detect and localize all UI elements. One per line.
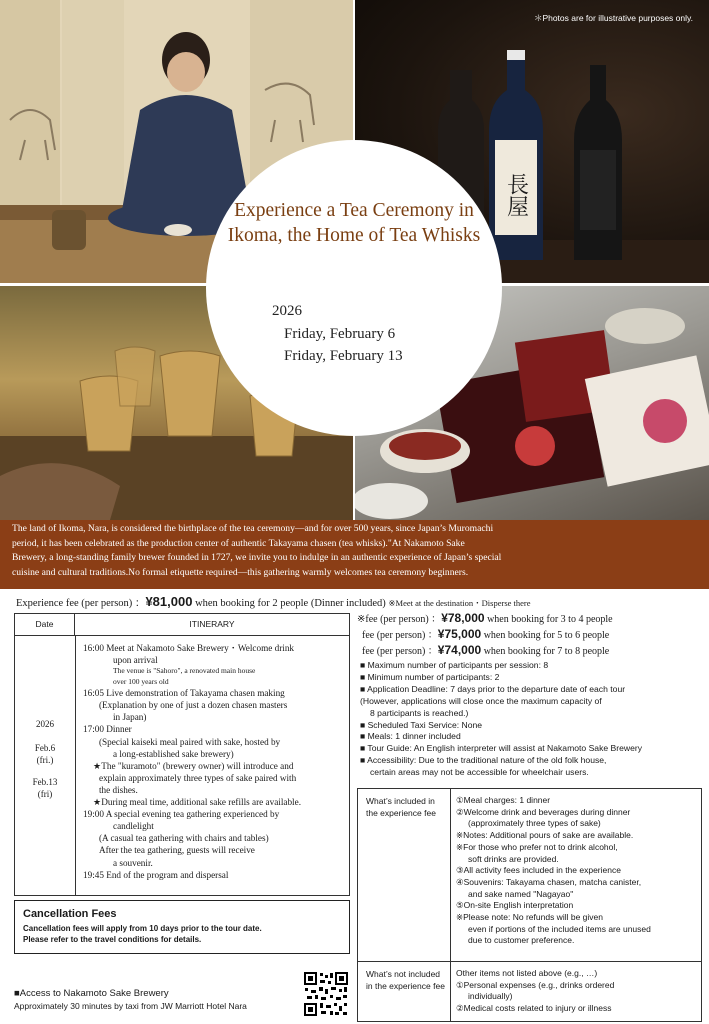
included-line: ※Please note: No refunds will be given [456,912,603,923]
fee-amount: ¥81,000 [145,594,193,609]
date-1-day: (fri.) [36,755,54,765]
intro-text [0,520,709,589]
date-column-header: Date [15,614,75,635]
info-line: certain areas may not be accessible for wheelchair users. [370,767,589,778]
info-line: ■ Meals: 1 dinner included [360,731,461,742]
included-line: ③All activity fees included in the experience [456,865,621,876]
date-2: Feb.13 [32,777,58,787]
cancellation-line: Please refer to the travel conditions for details. [23,935,202,944]
included-list [456,795,698,947]
excluded-list [456,968,698,1015]
group-fee-row [357,643,613,659]
cancellation-box [14,900,350,954]
cancellation-title: Cancellation Fees [23,908,117,920]
included-line: ※For those who prefer not to drink alcohol, [456,841,618,852]
schedule-line: the dishes. [99,784,138,795]
group-fee-row [357,611,613,627]
tour-info-list [360,660,705,779]
event-date-2: Friday, February 13 [284,348,403,364]
event-date-1: Friday, February 6 [284,326,396,342]
info-line: ■ Accessibility: Due to the traditional nature of the old folk house, [360,755,607,766]
group-fee-label: ※fee (per person) ： [357,614,442,625]
event-year: 2026 [272,303,302,319]
schedule-line: 17:00 Dinner [83,724,132,735]
intro-line: cuisine and cultural traditions.No formal etiquette required—this gathering warmly welcomes tea ceremony beginners. [12,566,469,578]
included-line: even if portions of the included items are unused [468,923,651,934]
included-line: (approximately three types of sake) [468,818,601,829]
included-divider [450,789,451,961]
schedule-line: (Explanation by one of just a dozen chasen masters [99,700,288,711]
group-fee-list [357,611,613,659]
qr-code-icon[interactable] [303,971,349,1017]
included-line: and sake named "Nagayao" [468,888,574,899]
group-fee-note: when booking for 7 to 8 people [481,646,610,657]
schedule-line: upon arrival [113,655,158,666]
date-year: 2026 [36,719,54,729]
fee-label: Experience fee (per person) ： [16,598,146,609]
included-line: ※Notes: Additional pours of sake are available. [456,830,634,841]
date-2-day: (fri) [37,789,53,799]
main-fee-line [16,594,531,610]
included-line: ④Souvenirs: Takayama chasen, matcha canister, [456,876,642,887]
info-line: ■ Application Deadline: 7 days prior to the departure date of each tour [360,683,626,694]
schedule-line: 19:45 End of the program and dispersal [83,869,229,880]
group-fee-row [357,627,613,643]
meet-note: ※Meet at the destination・Disperse there [388,598,531,608]
schedule-line: (A casual tea gathering with chairs and tables) [99,833,269,844]
schedule-line: ★The "kuramoto" (brewery owner) will introduce and [93,760,294,771]
group-fee-note: when booking for 5 to 6 people [481,630,610,641]
schedule-line: candlelight [113,821,154,832]
included-line: ②Welcome drink and beverages during dinner [456,806,631,817]
cancellation-line: Cancellation fees will apply from 10 days prior to the tour date. [23,924,262,933]
date-1: Feb.6 [34,743,56,753]
excluded-label: What’s not included in the experience fee [366,969,445,991]
itinerary-header [15,614,349,636]
included-line: soft drinks are provided. [468,853,559,864]
itinerary-column-header: ITINERARY [189,619,235,629]
intro-line: Brewery, a long-standing family brewer founded in 1727, we invite you to indulge in an authentic experience of Japan’s special [12,552,502,564]
group-fee-label: fee (per person) ： [357,630,438,641]
info-line: ■ Scheduled Taxi Service: None [360,719,483,730]
excluded-line: ①Personal expenses (e.g., drinks ordered [456,979,615,990]
included-line: ①Meal charges: 1 dinner [456,795,551,805]
schedule-line: After the tea gathering, guests will receive [99,845,255,856]
excluded-line: Other items not listed above (e.g., …) [456,968,598,978]
included-line: ⑤On-site English interpretation [456,900,574,911]
group-fee-label: fee (per person) ： [357,646,438,657]
schedule-line: 16:00 Meet at Nakamoto Sake Brewery・Welcome drink [83,643,295,653]
column-divider [75,636,76,895]
info-line: (However, applications will close once the maximum capacity of [360,695,602,706]
schedule-line: 16:05 Live demonstration of Takayama chasen making [83,688,285,699]
info-line: ■ Minimum number of participants: 2 [360,671,500,682]
included-line: due to customer preference. [468,935,575,946]
info-line: ■ Tour Guide: An English interpreter will assist at Nakamoto Sake Brewery [360,743,643,754]
included-box [357,788,702,962]
excluded-divider [450,962,451,1021]
schedule-line: The venue is "Sahoro", a renovated main house [113,666,256,676]
info-line: ■ Maximum number of participants per session: 8 [360,660,549,670]
itinerary-table [14,613,350,896]
excluded-line: ②Medical costs related to injury or illness [456,1003,612,1014]
access-detail: Approximately 30 minutes by taxi from JW Marriott Hotel Nara [14,1001,247,1011]
access-info [14,988,247,1012]
included-label: What’s included in the experience fee [366,796,436,818]
schedule-line: (Special kaiseki meal paired with sake, hosted by [99,736,281,747]
group-fee-amount: ¥78,000 [441,611,485,625]
schedule-line: a souvenir. [113,857,153,868]
page-title: Experience a Tea Ceremony in Ikoma, the Home of Tea Whisks [227,200,481,246]
schedule-line: ★During meal time, additional sake refills are available. [93,797,301,808]
fee-note: when booking for 2 people (Dinner included) [192,598,389,609]
schedule-line: explain approximately three types of sake paired with [99,772,297,783]
schedule-line: a long-established sake brewery) [113,748,234,759]
intro-line: period, it has been celebrated as the production center of authentic Takayama chasen (tea whisks)."At Nakamoto Sake [12,537,465,549]
schedule-line: in Japan) [113,712,147,723]
date-column [15,718,75,800]
schedule-list [83,642,347,881]
group-fee-amount: ¥74,000 [437,643,482,657]
group-fee-note: when booking for 3 to 4 people [484,614,613,625]
title-circle [206,140,502,436]
access-title: ■Access to Nakamoto Sake Brewery [14,988,169,999]
info-line: 8 participants is reached.) [370,707,469,718]
schedule-line: over 100 years old [113,676,169,686]
excluded-line: individually) [468,991,513,1002]
intro-line: The land of Ikoma, Nara, is considered the birthplace of the tea ceremony—and for over 500 years, since Japan’s Muromachi [12,523,494,534]
qr-code-graphic [303,971,349,1017]
group-fee-amount: ¥75,000 [437,627,482,641]
schedule-line: 19:00 A special evening tea gathering experienced by [83,809,280,820]
photo-disclaimer: ＊Photos are for illustrative purposes only. [533,13,693,23]
excluded-box [357,961,702,1022]
sake-label-glyph: 長屋 [503,173,529,217]
